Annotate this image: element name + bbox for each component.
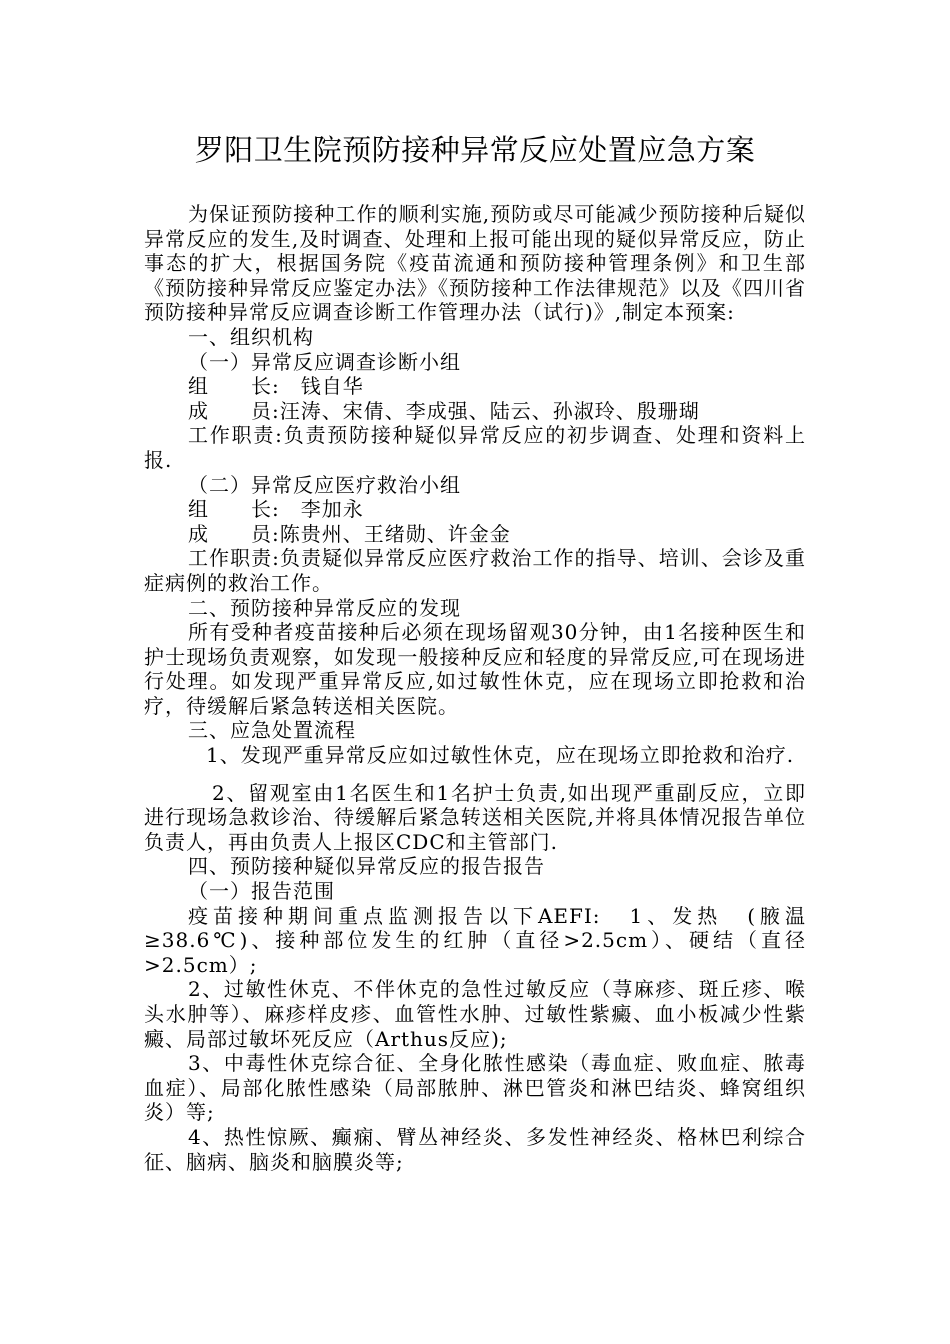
paragraph: （一）报告范围 bbox=[188, 879, 335, 904]
paragraph: 3、中毒性休克综合征、全身化脓性感染（毒血症、败血症、脓毒血症）、局部化脓性感染（局部脓肿、淋巴管炎和淋巴结炎、蜂窝组织炎）等; bbox=[144, 1051, 806, 1125]
paragraph: 所有受种者疫苗接种后必须在现场留观30分钟，由1名接种医生和护士现场负责观察，如发现一般接种反应和轻度的异常反应,可在现场进行处理。如发现严重异常反应,如过敏性休克，应在现场立即抢救和治疗，待缓解后紧急转送相关医院。 bbox=[144, 620, 806, 718]
paragraph: （一）异常反应调查诊断小组 bbox=[188, 349, 461, 374]
paragraph: 1、发现严重异常反应如过敏性休克，应在现场立即抢救和治疗. bbox=[206, 743, 795, 768]
paragraph: 疫苗接种期间重点监测报告以下AEFI: 1、发热 (腋温≥38.6℃)、接种部位发生的红肿（直径>2.5cm）、硬结（直径>2.5cm）; bbox=[144, 903, 806, 977]
paragraph: 2、过敏性休克、不伴休克的急性过敏反应（荨麻疹、斑丘疹、喉头水肿等）、麻疹样皮疹、血管性水肿、过敏性紫癜、血小板减少性紫癜、局部过敏坏死反应（Arthus反应); bbox=[144, 977, 806, 1051]
paragraph: 一、组织机构 bbox=[188, 324, 314, 349]
paragraph: 四、预防接种疑似异常反应的报告报告 bbox=[188, 854, 545, 879]
paragraph: 2、留观室由1名医生和1名护士负责,如出现严重副反应，立即进行现场急救诊治、待缓解后紧急转送相关医院,并将具体情况报告单位负责人，再由负责人上报区CDC和主管部门. bbox=[144, 780, 806, 854]
paragraph: 三、应急处置流程 bbox=[188, 718, 356, 743]
paragraph: 工作职责:负责预防接种疑似异常反应的初步调查、处理和资料上报. bbox=[144, 423, 806, 472]
paragraph-spacer bbox=[144, 768, 806, 781]
document-body bbox=[144, 202, 806, 1174]
paragraph: 组 长: 李加永 bbox=[188, 497, 364, 522]
paragraph: 组 长: 钱自华 bbox=[188, 374, 364, 399]
paragraph: 二、预防接种异常反应的发现 bbox=[188, 595, 461, 620]
paragraph: 成 员:陈贵州、王绪勋、许金金 bbox=[188, 521, 511, 546]
document-title: 罗阳卫生院预防接种异常反应处置应急方案 bbox=[194, 133, 756, 167]
paragraph: 为保证预防接种工作的顺利实施,预防或尽可能减少预防接种后疑似异常反应的发生,及时调查、处理和上报可能出现的疑似异常反应，防止事态的扩大，根据国务院《疫苗流通和预防接种管理条例》和卫生部《预防接种异常反应鉴定办法》《预防接种工作法律规范》以及《四川省预防接种异常反应调查诊断工作管理办法（试行)》,制定本预案: bbox=[144, 202, 806, 325]
paragraph: 工作职责:负责疑似异常反应医疗救治工作的指导、培训、会诊及重症病例的救治工作。 bbox=[144, 546, 806, 595]
paragraph: 成 员:汪涛、宋倩、李成强、陆云、孙淑玲、殷珊瑚 bbox=[188, 398, 700, 423]
paragraph: （二）异常反应医疗救治小组 bbox=[188, 472, 461, 497]
paragraph: 4、热性惊厥、癫痫、臂丛神经炎、多发性神经炎、格林巴利综合征、脑病、脑炎和脑膜炎等; bbox=[144, 1124, 806, 1174]
